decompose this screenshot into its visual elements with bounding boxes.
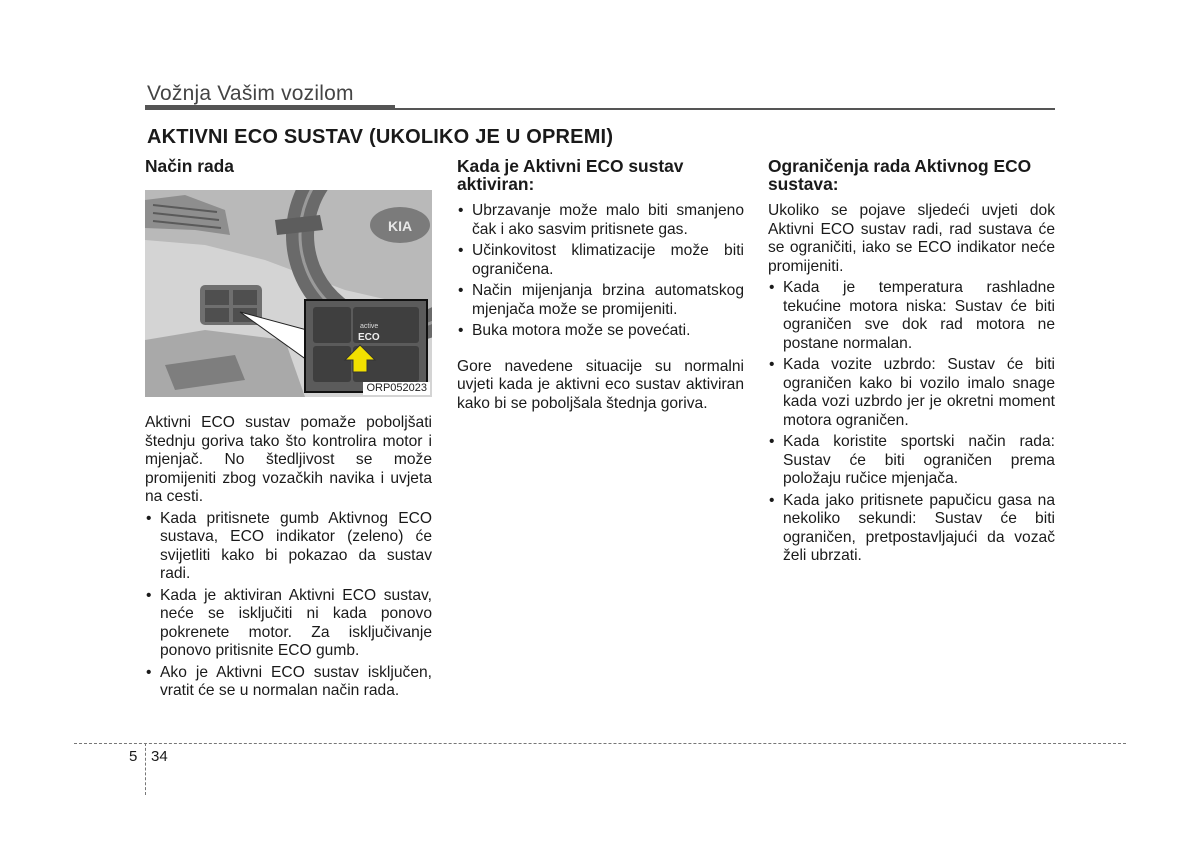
list-item: • Način mijenjanja brzina automatskog mjenjača može se promijeniti.	[457, 282, 744, 319]
col2-bullet-list	[457, 202, 744, 341]
list-item: • Kada je temperatura rashladne tekućine motora niska: Sustav će biti ograničen sve dok rad motora ne postane normalan.	[768, 279, 1055, 353]
eco-button-label-small: active	[360, 323, 379, 330]
list-item: • Ako je Aktivni ECO sustav isključen, vratit će se u normalan način rada.	[145, 664, 432, 701]
eco-figure	[145, 190, 432, 397]
list-item: • Kada jako pritisnete papučicu gasa na nekoliko sekundi: Sustav će biti ograničen, pretpostavljajući da vozač želi ubrzati.	[768, 492, 1055, 566]
footer-vertical-divider	[145, 743, 146, 795]
col3-bullet-list	[768, 279, 1055, 566]
col2-heading: Kada je Aktivni ECO sustav aktiviran:	[457, 156, 684, 194]
list-item: • Kada koristite sportski način rada: Sustav će biti ograničen prema položaju ručice mjenjača.	[768, 433, 1055, 489]
list-item: • Kada je aktiviran Aktivni ECO sustav, neće se isključiti ni kada ponovo pokrenete motor. Za isključivanje ponovo pritisnite ECO gumb.	[145, 587, 432, 661]
kia-logo: KIA	[388, 218, 413, 234]
eco-button-label: ECO	[358, 332, 380, 343]
header-rule-thick	[145, 105, 395, 110]
col1-heading: Način rada	[145, 156, 234, 176]
column-2	[457, 157, 744, 413]
list-item: • Buka motora može se povećati.	[457, 322, 744, 341]
col2-note: Gore navedene situacije su normalni uvjeti kada je aktivni eco sustav aktiviran kako bi se poboljšala štednja goriva.	[457, 357, 744, 412]
col3-heading: Ograničenja rada Aktivnog ECO sustava:	[768, 156, 1032, 194]
figure-code: ORP052023	[363, 382, 430, 395]
col3-intro: Ukoliko se pojave sljedeći uvjeti dok Aktivni ECO sustav radi, rad sustava će se ograničiti, iako se ECO indikator neće promijeniti.	[768, 202, 1055, 275]
col1-bullet-list	[145, 510, 432, 701]
footer-divider	[74, 743, 1126, 744]
col1-intro: Aktivni ECO sustav pomaže poboljšati štednju goriva tako što kontrolira motor i mjenjač. No štedljivost se može promijeniti zbog vozačkih navika i uvjeta na cesti.	[145, 414, 432, 505]
list-item: • Učinkovitost klimatizacije može biti ograničena.	[457, 242, 744, 279]
list-item: • Kada vozite uzbrdo: Sustav će biti ograničen kako bi vozilo imalo snage kada vozi uzbrdo jer je okretni moment motora ograničen.	[768, 356, 1055, 430]
column-1	[145, 157, 432, 704]
page-heading: AKTIVNI ECO SUSTAV (UKOLIKO JE U OPREMI)	[147, 126, 614, 148]
column-3	[768, 157, 1055, 569]
page-number: 34	[151, 748, 168, 765]
list-item: • Kada pritisnete gumb Aktivnog ECO sustava, ECO indikator (zeleno) će svijetliti kako bi pokazao da sustav radi.	[145, 510, 432, 584]
chapter-number: 5	[129, 748, 138, 765]
section-title: Vožnja Vašim vozilom	[147, 82, 354, 105]
header-rule-thin	[395, 108, 1055, 110]
list-item: • Ubrzavanje može malo biti smanjeno čak i ako sasvim pritisnete gas.	[457, 202, 744, 239]
eco-button-illustration	[145, 190, 432, 397]
